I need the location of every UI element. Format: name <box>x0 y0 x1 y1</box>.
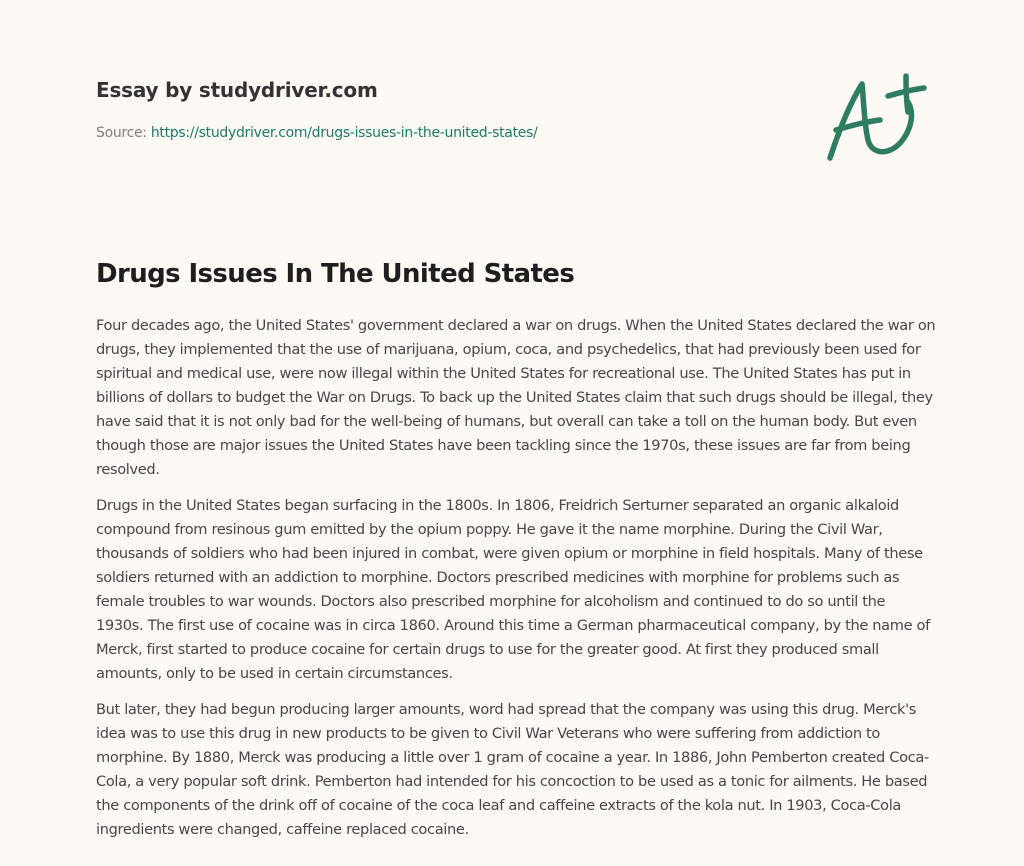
paragraph: Drugs in the United States began surfacing in the 1800s. In 1806, Freidrich Serturner separated an organic alkaloid compound from resinous gum emitted by the opium poppy. He gave it the name morphine. During the Civil War, thousands of soldiers who had been injured in combat, were given opium or morphine in field hospitals. Many of these soldiers returned with an addiction to morphine. Doctors prescribed medicines with morphine for problems such as female troubles to war wounds. Doctors also prescribed morphine for alcoholism and continued to do so until the 1930s. The first use of cocaine was in circa 1860. Around this time a German pharmaceutical company, by the name of Merck, first started to produce cocaine for certain drugs to use for the greater good. At first they produced small amounts, only to be used in certain circumstances. <box>96 497 930 682</box>
essay-header <box>96 76 796 143</box>
a-plus-grade-icon <box>820 68 930 168</box>
article-title: Drugs Issues In The United States <box>96 259 575 289</box>
paragraph: Four decades ago, the United States' government declared a war on drugs. When the United States declared the war on drugs, they implemented that the use of marijuana, opium, coca, and psychedelics, that had previously been used for spiritual and medical use, were now illegal within the United States for recreational use. The United States has put in billions of dollars to budget the War on Drugs. To back up the United States claim that such drugs should be illegal, they have said that it is not only bad for the well-being of humans, but overall can take a toll on the human body. But even though those are major issues the United States have been tackling since the 1970s, these issues are far from being resolved. <box>96 317 936 478</box>
article-body <box>96 314 936 854</box>
source-label: Source: <box>96 125 147 141</box>
source-link[interactable]: https://studydriver.com/drugs-issues-in-the-united-states/ <box>150 125 538 141</box>
brand-title: Essay by studydriver.com <box>96 78 378 102</box>
paragraph: But later, they had begun producing larger amounts, word had spread that the company was using this drug. Merck's idea was to use this drug in new products to be given to Civil War Veterans who were suffering from addiction to morphine. By 1880, Merck was producing a little over 1 gram of cocaine a year. In 1886, John Pemberton created Coca-Cola, a very popular soft drink. Pemberton had intended for his concoction to be used as a tonic for ailments. He based the components of the drink off of cocaine of the coca leaf and caffeine extracts of the kola nut. In 1903, Coca-Cola ingredients were changed, caffeine replaced cocaine. <box>96 701 929 838</box>
source-line <box>96 123 796 143</box>
